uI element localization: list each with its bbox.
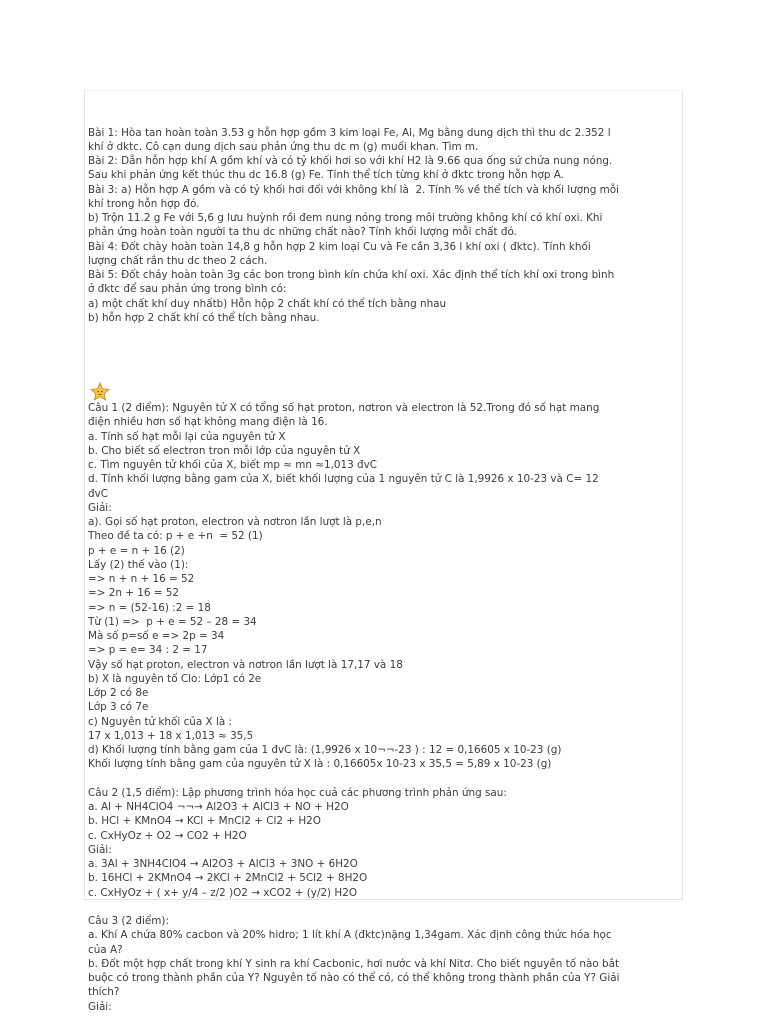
document-body [88,97,683,1028]
text-line: a. 3Al + 3NH4ClO4 → Al2O3 + AlCl3 + 3NO + 6H2O [88,858,358,870]
text-line: b) Trộn 11.2 g Fe với 5,6 g lưu huỳnh rồi đem nung nóng trong môi trường không khí có khí oxi. Khi [88,212,603,224]
text-line: b. Đốt một hợp chất trong khí Y sinh ra khí Cacbonic, hơi nước và khí Nitơ. Cho biết nguyên tố nào bắt [88,957,620,970]
text-line: lượng chất rắn thu dc theo 2 cách. [88,254,268,267]
text-line: phản ứng hoàn toàn người ta thu dc những chất nào? Tính khối lượng mỗi chất đó. [88,226,517,239]
text-line: a) một chất khí duy nhấtb) Hỗn hộp 2 chất khí có thể tích bằng nhau [88,297,447,310]
text-line: => n = (52-16) :2 = 18 [88,601,211,614]
text-line: đvC [88,487,108,500]
text-line: Bài 5: Đốt cháy hoàn toàn 3g các bon trong bình kín chứa khí oxi. Xác định thể tích khí oxi trong bình [88,269,615,281]
text-line: c) Nguyên tử khối của X là : [88,715,233,728]
text-line: b. HCl + KMnO4 → KCl + MnCl2 + Cl2 + H2O [88,815,321,828]
text-line: điện nhiều hơn số hạt không mang điện là 16. [88,416,328,429]
text-line: Lấy (2) thế vào (1): [88,558,189,571]
text-line: Câu 3 (2 điểm): [88,915,169,927]
text-line: Câu 2 (1,5 điểm): Lập phương trình hóa học cuả các phương trình phản ứng sau: [88,786,507,799]
text-line: Bài 4: Đốt chày hoàn toàn 14,8 g hỗn hợp 2 kim loại Cu và Fe cần 3,36 l khí oxi ( đktc). Tính khối [88,240,591,253]
text-line: c. Tìm nguyên tử khối của X, biết mp ≈ mn ≈1,013 đvC [88,459,378,471]
text-line: Bài 3: a) Hỗn hợp A gồm và có tỷ khối hơi đối với không khí là 2. Tính % về thể tích và khối lượng mỗi [88,183,619,196]
text-line: thích? [88,986,120,999]
text-line: Vậy số hạt proton, electron và nơtron lần lượt là 17,17 và 18 [88,658,403,671]
text-line: Bài 1: Hòa tan hoàn toàn 3.53 g hỗn hợp gồm 3 kim loại Fe, Al, Mg bằng dung dịch thì thu dc 2.352 l [88,126,611,139]
solution-list [88,401,683,1014]
text-line: Từ (1) => p + e = 52 – 28 = 34 [88,615,257,628]
text-line: Giải: [88,1000,112,1013]
text-line: a. Tính số hạt mỗi lại của nguyên tử X [88,430,286,443]
text-line: c. CxHyOz + O2 → CO2 + H2O [88,829,247,842]
text-line: a). Gọi số hạt proton, electron và nơtron lần lượt là p,e,n [88,516,382,528]
text-line: Lớp 2 có 8e [88,687,149,699]
blank-line [88,900,683,914]
smiling-star-icon [90,354,112,373]
text-line: khí ở dktc. Cô cạn dung dịch sau phản ứng thu dc m (g) muối khan. Tìm m. [88,140,479,153]
text-line: Theo đề ta có: p + e +n = 52 (1) [88,530,263,543]
text-line: p + e = n + 16 (2) [88,544,185,557]
text-line: => p = e= 34 : 2 = 17 [88,644,208,657]
text-line: Giải: [88,843,112,856]
text-line: c. CxHyOz + ( x+ y/4 – z/2 )O2 → xCO2 + (y/2) H2O [88,886,358,899]
text-line: b) hỗn hợp 2 chất khí có thể tích bằng nhau. [88,311,320,324]
text-line: khí trong hỗn hợp đó. [88,197,200,210]
text-line: Khối lượng tính bằng gam của nguyên tử X là : 0,16605x 10-23 x 35,5 = 5,89 x 10-23 (g) [88,758,552,771]
text-line: ở đktc để sau phản ứng trong bình có: [88,283,287,296]
text-line: b) X là nguyên tố Clo: Lớp1 có 2e [88,672,262,685]
text-line: d) Khối lượng tính bằng gam của 1 đvC là: (1,9926 x 10¬¬-23 ) : 12 = 0,16605 x 10-23 (g) [88,744,562,756]
text-line: a. Al + NH4ClO4 ¬¬→ Al2O3 + AlCl3 + NO + H2O [88,801,349,813]
text-line: Câu 1 (2 điểm): Nguyên tử X có tổng số hạt proton, nơtron và electron là 52.Trong đó số hạt mang [88,402,600,414]
text-line: a. Khí A chứa 80% cacbon và 20% hidro; 1 lít khí A (đktc)nặng 1,34gam. Xác định công thức hóa học [88,929,612,942]
text-line: b. Cho biết số electron tron mỗi lớp của nguyên tử X [88,444,361,457]
text-line: của A? [88,943,123,956]
text-line: buộc có trong thành phần của Y? Nguyên tố nào có thể có, có thể không trong thành phần của Y? Giải [88,972,620,984]
text-line: Sau khi phản ứng kết thúc thu dc 16.8 (g) Fe. Tính thể tích từng khí ở đktc trong hỗn hợp A. [88,169,564,182]
exercise-list [88,126,683,326]
blank-line [88,772,683,786]
text-line: Mà số p=số e => 2p = 34 [88,630,225,642]
text-line: Lớp 3 có 7e [88,701,149,714]
text-line: => n + n + 16 = 52 [88,573,195,585]
text-line: Bài 2: Dẫn hỗn hợp khí A gồm khí và có tỷ khối hơi so với khí H2 là 9.66 qua ống sứ chứa nung nóng. [88,155,613,167]
text-line: 17 x 1,013 + 18 x 1,013 ≈ 35,5 [88,729,254,742]
text-line: => 2n + 16 = 52 [88,587,179,600]
text-line: b. 16HCl + 2KMnO4 → 2KCl + 2MnCl2 + 5Cl2 + 8H2O [88,872,368,885]
text-line: Giải: [88,501,112,514]
text-line: d. Tính khối lượng bằng gam của X, biết khối lượng của 1 nguyên tử C là 1,9926 x 10-23 và C= 12 [88,473,599,486]
